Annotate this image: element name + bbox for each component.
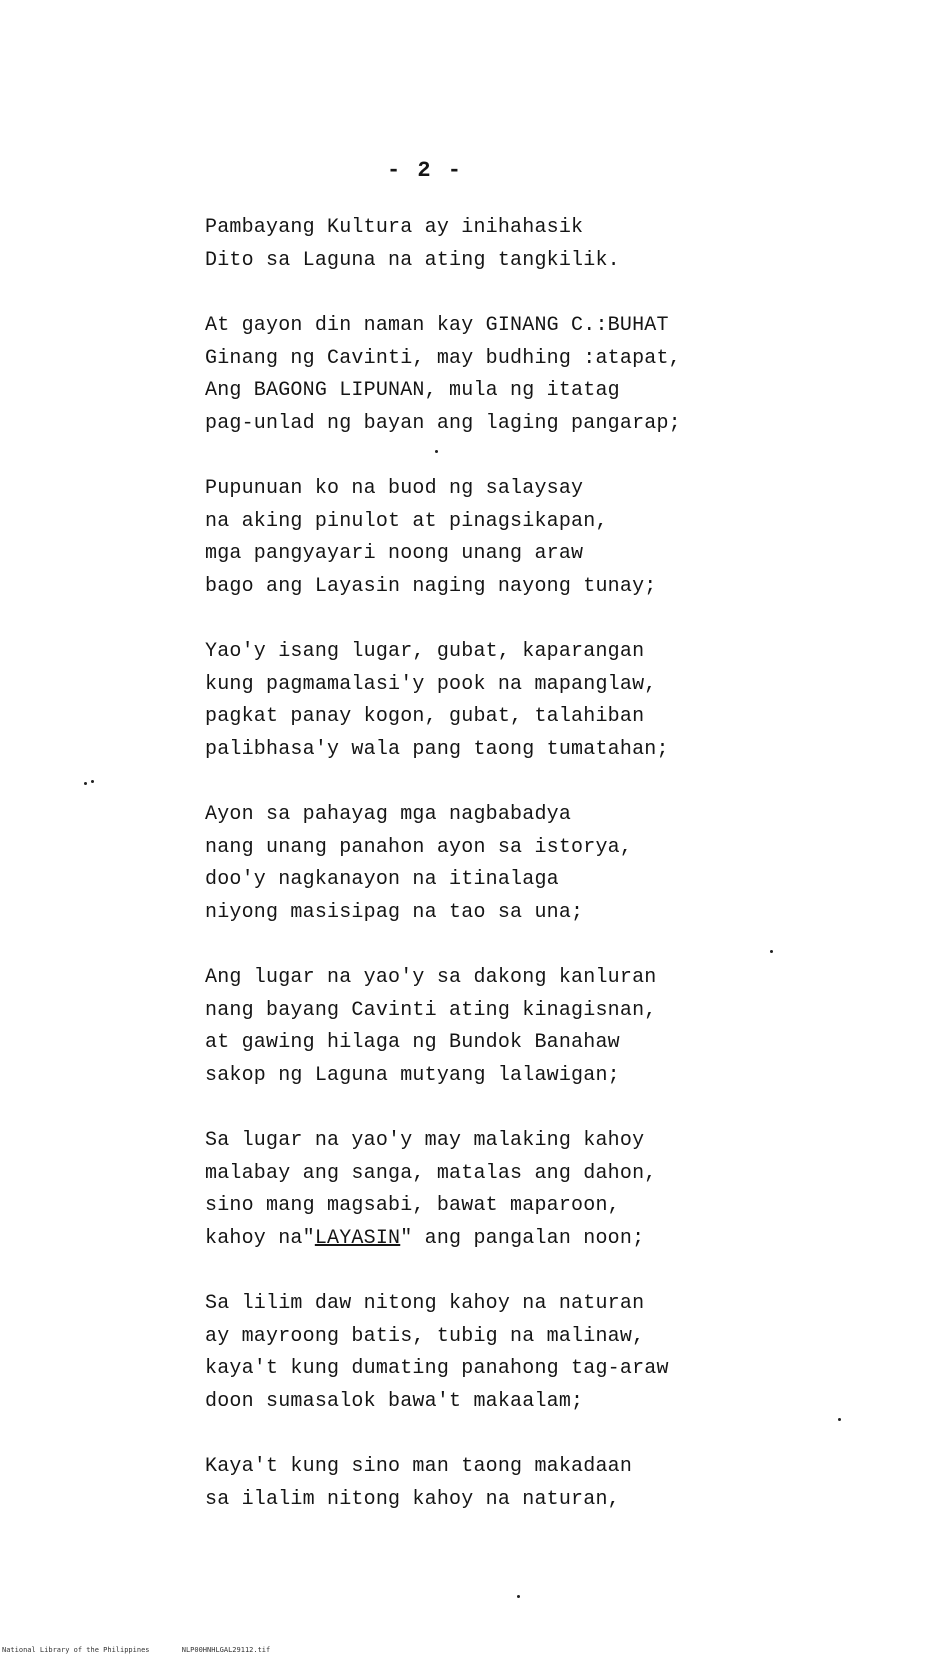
scan-speck xyxy=(91,780,94,783)
footer-library: National Library of the Philippines xyxy=(2,1646,150,1654)
layasin-underlined-word: LAYASIN xyxy=(314,1226,401,1250)
poem-line: na aking pinulot at pinagsikapan, xyxy=(205,509,608,533)
poem-line: sakop ng Laguna mutyang lalawigan; xyxy=(205,1063,620,1087)
poem xyxy=(205,212,725,1549)
poem-line: At gayon din naman kay GINANG C.:BUHAT xyxy=(205,314,669,337)
poem-line: sa ilalim nitong kahoy na naturan, xyxy=(205,1487,620,1511)
scan-speck xyxy=(435,450,438,453)
poem-line: pag-unlad ng bayan ang laging pangarap; xyxy=(205,411,681,435)
line-text-before: kahoy na" xyxy=(205,1226,315,1250)
poem-line: malabay ang sanga, matalas ang dahon, xyxy=(205,1161,657,1185)
stanza-6 xyxy=(205,962,725,1092)
stanza-2 xyxy=(205,310,725,440)
poem-line: Pambayang Kultura ay inihahasik xyxy=(205,216,584,239)
poem-line: niyong masisipag na tao sa una; xyxy=(205,900,584,924)
stanza-9 xyxy=(205,1451,725,1516)
poem-line: Pupunuan ko na buod ng salaysay xyxy=(205,477,584,500)
poem-line: Ginang ng Cavinti, may budhing :atapat, xyxy=(205,346,681,370)
stanza-1 xyxy=(205,212,725,277)
poem-line: kung pagmamalasi'y pook na mapanglaw, xyxy=(205,672,657,696)
poem-line: nang bayang Cavinti ating kinagisnan, xyxy=(205,998,657,1022)
poem-line: Ang lugar na yao'y sa dakong kanluran xyxy=(205,966,657,989)
poem-line: sino mang magsabi, bawat maparoon, xyxy=(205,1194,620,1217)
poem-line: Sa lilim daw nitong kahoy na naturan xyxy=(205,1292,645,1315)
scan-speck xyxy=(517,1595,520,1598)
stanza-7 xyxy=(205,1125,725,1255)
stanza-5 xyxy=(205,799,725,929)
footer-file: NLP00HNHLGAL29112.tif xyxy=(181,1646,271,1654)
poem-line: nang unang panahon ayon sa istorya, xyxy=(205,835,633,859)
scan-speck xyxy=(84,782,87,785)
poem-line: Dito sa Laguna na ating tangkilik. xyxy=(205,248,620,272)
poem-line: mga pangyayari noong unang araw xyxy=(205,542,584,565)
poem-line: bago ang Layasin naging nayong tunay; xyxy=(205,574,657,598)
scan-footer xyxy=(2,1646,298,1654)
poem-line: Yao'y isang lugar, gubat, kaparangan xyxy=(205,640,645,663)
stanza-8 xyxy=(205,1288,725,1418)
poem-line: kaya't kung dumating panahong tag-araw xyxy=(205,1357,669,1380)
poem-line: doon sumasalok bawa't makaalam; xyxy=(205,1389,584,1413)
poem-line: Ang BAGONG LIPUNAN, mula ng itatag xyxy=(205,379,620,402)
poem-line: Sa lugar na yao'y may malaking kahoy xyxy=(205,1129,645,1152)
page-number: - 2 - xyxy=(386,158,463,183)
scan-speck xyxy=(770,950,773,953)
poem-line: pagkat panay kogon, gubat, talahiban xyxy=(205,705,645,728)
stanza-3 xyxy=(205,473,725,603)
poem-line: ay mayroong batis, tubig na malinaw, xyxy=(205,1324,645,1348)
poem-line: doo'y nagkanayon na itinalaga xyxy=(205,868,559,891)
poem-line: Kaya't kung sino man taong makadaan xyxy=(205,1455,633,1478)
line-text-after: " ang pangalan noon; xyxy=(400,1226,645,1250)
poem-line-layasin xyxy=(205,1223,725,1256)
stanza-4 xyxy=(205,636,725,766)
poem-line: palibhasa'y wala pang taong tumatahan; xyxy=(205,737,669,761)
poem-line: Ayon sa pahayag mga nagbabadya xyxy=(205,803,572,826)
scan-speck xyxy=(838,1418,841,1421)
poem-line: at gawing hilaga ng Bundok Banahaw xyxy=(205,1031,620,1054)
